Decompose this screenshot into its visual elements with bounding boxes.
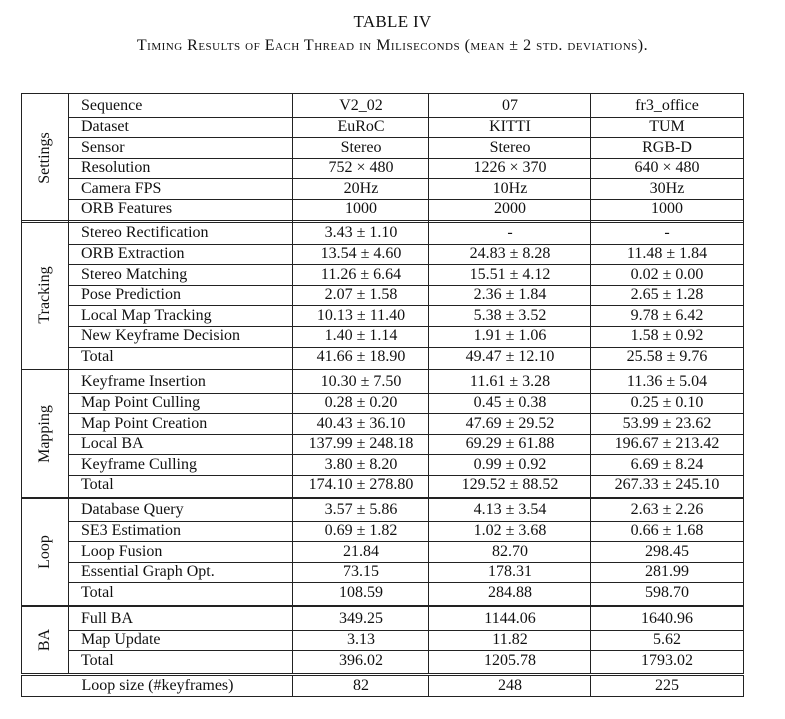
- table-cell: 284.88: [488, 583, 532, 601]
- group-ba: [21, 606, 744, 674]
- table-cell: 2.63 ± 2.26: [630, 501, 704, 519]
- group-label-text: Mapping: [36, 404, 53, 463]
- table-cell: 10Hz: [492, 179, 528, 197]
- table-cell: -: [664, 224, 670, 242]
- table-cell: 1144.06: [484, 610, 536, 628]
- row-label: Sequence: [81, 97, 143, 115]
- table-cell: 2000: [494, 200, 526, 218]
- table-cell: 11.48 ± 1.84: [626, 244, 708, 262]
- table-cell: 1.91 ± 1.06: [473, 327, 547, 345]
- table-cell: 24.83 ± 8.28: [469, 244, 551, 262]
- row-label: Dataset: [81, 117, 129, 135]
- table-cell: 298.45: [645, 542, 689, 560]
- row-label: Stereo Matching: [81, 265, 188, 283]
- table-cell: 2.65 ± 1.28: [630, 286, 704, 304]
- table-cell: fr3_office: [635, 97, 699, 115]
- row-label: Map Point Creation: [81, 414, 208, 432]
- table-cell: Stereo: [489, 138, 531, 156]
- table-cell: 108.59: [339, 583, 383, 601]
- row-label: Total: [81, 651, 114, 669]
- table-cell: 11.61 ± 3.28: [469, 373, 551, 391]
- table-cell: 53.99 ± 23.62: [622, 414, 712, 432]
- table-cell: 4.13 ± 3.54: [473, 501, 547, 519]
- table-cell: 30Hz: [649, 179, 685, 197]
- table-cell: 3.57 ± 5.86: [324, 501, 398, 519]
- table-cell: 1226 × 370: [473, 159, 547, 177]
- row-label: Essential Graph Opt.: [81, 563, 215, 581]
- table-cell: 1.40 ± 1.14: [324, 327, 398, 345]
- table-cell: 41.66 ± 18.90: [316, 347, 406, 365]
- group-label: [22, 221, 69, 369]
- row-label: Full BA: [81, 610, 134, 628]
- table-cell: 69.29 ± 61.88: [465, 435, 555, 453]
- table-cell: 0.25 ± 0.10: [630, 393, 704, 411]
- group-mapping: [21, 369, 744, 499]
- table-cell: 07: [502, 97, 518, 115]
- table-cell: 0.66 ± 1.68: [630, 521, 704, 539]
- table-cell: 1793.02: [641, 651, 693, 669]
- footer-row: [21, 675, 744, 697]
- table-cell: 137.99 ± 248.18: [308, 435, 414, 453]
- table-cell: 82.70: [492, 542, 528, 560]
- table-cell: 1000: [345, 200, 377, 218]
- table-cell: 10.30 ± 7.50: [320, 373, 402, 391]
- table-cell: 10.13 ± 11.40: [316, 306, 406, 324]
- table-cell: 47.69 ± 29.52: [465, 414, 555, 432]
- row-label: Total: [81, 347, 114, 365]
- table-cell: 0.28 ± 0.20: [324, 393, 398, 411]
- row-label: Map Update: [81, 630, 161, 648]
- table-cell: 2.07 ± 1.58: [324, 286, 398, 304]
- table-cell: 2.36 ± 1.84: [473, 286, 547, 304]
- row-label: ORB Features: [81, 200, 173, 218]
- table-cell: 11.26 ± 6.64: [320, 265, 402, 283]
- table-cell: 1.58 ± 0.92: [630, 327, 704, 345]
- table-cell: 396.02: [339, 651, 383, 669]
- row-label: Sensor: [81, 138, 125, 156]
- table-cell: RGB-D: [642, 138, 692, 156]
- group-label-text: BA: [36, 628, 53, 652]
- table-cell: 0.02 ± 0.00: [630, 265, 704, 283]
- row-label: Total: [81, 583, 114, 601]
- group-label-text: Tracking: [36, 266, 53, 324]
- table-cell: 11.82: [492, 630, 528, 648]
- group-settings: [21, 93, 744, 223]
- table-cell: 1640.96: [641, 610, 693, 628]
- table-cell: 3.13: [347, 630, 375, 648]
- row-label: Stereo Rectification: [81, 224, 209, 242]
- table-cell: V2_02: [339, 97, 383, 115]
- table-cell: 752 × 480: [328, 159, 394, 177]
- table-cell: 3.80 ± 8.20: [324, 455, 398, 473]
- table-cell: 174.10 ± 278.80: [308, 476, 414, 494]
- table-cell: 1205.78: [484, 651, 536, 669]
- table-cell: 15.51 ± 4.12: [469, 265, 551, 283]
- table-cell: 281.99: [645, 563, 689, 581]
- row-label: Loop size (#keyframes): [81, 677, 234, 694]
- group-label: [22, 607, 69, 673]
- table-cell: -: [507, 224, 513, 242]
- table-cell: 49.47 ± 12.10: [465, 347, 555, 365]
- group-tracking: [21, 220, 744, 370]
- group-label-text: Settings: [36, 132, 53, 184]
- table-cell: 267.33 ± 245.10: [614, 476, 720, 494]
- group-label: [22, 94, 69, 222]
- table-cell: 0.69 ± 1.82: [324, 521, 398, 539]
- table-cell: 9.78 ± 6.42: [630, 306, 704, 324]
- group-loop: [21, 497, 744, 606]
- group-label: [22, 370, 69, 498]
- row-label: Local Map Tracking: [81, 306, 212, 324]
- table-cell: 20Hz: [343, 179, 379, 197]
- table-cell: 1000: [651, 200, 683, 218]
- group-label: [22, 498, 69, 605]
- row-label: Camera FPS: [81, 179, 162, 197]
- table-cell: 82: [353, 677, 369, 694]
- table-cell: 21.84: [343, 542, 379, 560]
- group-label-text: Loop: [36, 534, 53, 569]
- table-cell: 73.15: [343, 563, 379, 581]
- table-title: Timing Results of Each Thread in Miliseconds (mean ± 2 std. deviations).: [136, 37, 649, 54]
- table-cell: 6.69 ± 8.24: [630, 455, 704, 473]
- table-cell: TUM: [649, 117, 685, 135]
- table-cell: 0.99 ± 0.92: [473, 455, 547, 473]
- row-label: Pose Prediction: [81, 286, 181, 304]
- table-cell: 5.62: [653, 630, 681, 648]
- table-cell: 3.43 ± 1.10: [324, 224, 398, 242]
- row-label: Map Point Culling: [81, 393, 201, 411]
- row-label: ORB Extraction: [81, 244, 185, 262]
- row-label: Keyframe Insertion: [81, 373, 206, 391]
- table-cell: Stereo: [340, 138, 382, 156]
- row-label: Local BA: [81, 435, 144, 453]
- table-cell: 640 × 480: [634, 159, 700, 177]
- row-label: Total: [81, 476, 114, 494]
- table-cell: 248: [498, 677, 522, 694]
- table-cell: KITTI: [489, 117, 531, 135]
- table-cell: 40.43 ± 36.10: [316, 414, 406, 432]
- table-cell: 13.54 ± 4.60: [320, 244, 402, 262]
- table-number: TABLE IV: [353, 12, 432, 31]
- table-cell: 25.58 ± 9.76: [626, 347, 708, 365]
- row-label: Loop Fusion: [81, 542, 163, 560]
- table-cell: 0.45 ± 0.38: [473, 393, 547, 411]
- row-label: Database Query: [81, 501, 184, 519]
- table-cell: 11.36 ± 5.04: [626, 373, 708, 391]
- table-cell: 225: [655, 677, 679, 694]
- table-cell: EuRoC: [337, 117, 385, 135]
- row-label: New Keyframe Decision: [81, 327, 241, 345]
- table-cell: 5.38 ± 3.52: [473, 306, 547, 324]
- table-cell: 196.67 ± 213.42: [614, 435, 720, 453]
- row-label: SE3 Estimation: [81, 521, 181, 539]
- table-cell: 1.02 ± 3.68: [473, 521, 547, 539]
- table-cell: 178.31: [488, 563, 532, 581]
- table-cell: 129.52 ± 88.52: [461, 476, 559, 494]
- row-label: Resolution: [81, 159, 151, 177]
- row-label: Keyframe Culling: [81, 455, 197, 473]
- table-cell: 598.70: [645, 583, 689, 601]
- table-cell: 349.25: [339, 610, 383, 628]
